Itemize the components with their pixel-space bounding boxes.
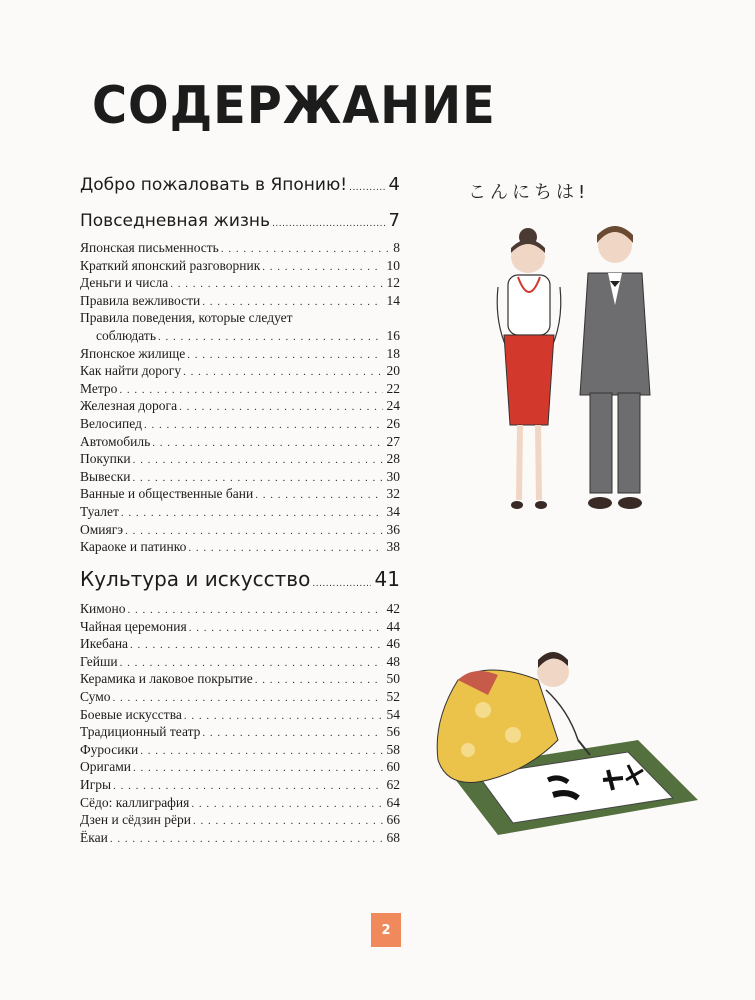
toc-item-label: Гейши (80, 653, 118, 669)
toc-item-label: Ёкаи (80, 829, 108, 845)
section-heading-label: Культура и искусство (80, 567, 311, 591)
toc-item-page: 60 (386, 759, 400, 775)
toc-item[interactable] (80, 723, 400, 741)
toc-item-label: Сёдо: каллиграфия (80, 794, 190, 810)
toc-item-label: Чайная церемония (80, 618, 187, 634)
toc-section-daily-life (80, 210, 400, 556)
page-title: СОДЕРЖАНИЕ (92, 76, 496, 136)
toc-item-page: 16 (386, 327, 400, 343)
toc-item-page: 8 (393, 240, 400, 255)
toc-item-label: Железная дорога (80, 398, 178, 414)
toc-item[interactable] (80, 239, 400, 257)
toc-item-page: 28 (386, 451, 400, 467)
section-heading-page: 7 (388, 210, 400, 231)
toc-section-culture (80, 566, 400, 846)
dot-leader (144, 417, 383, 435)
toc-welcome-page: 4 (388, 174, 400, 195)
toc-item-list (80, 239, 400, 556)
toc-item-page: 52 (386, 688, 400, 704)
dot-leader (152, 435, 382, 453)
toc-item-label: Автомобиль (80, 433, 151, 449)
toc-item-page: 64 (386, 794, 400, 810)
toc-item[interactable] (80, 468, 400, 486)
toc-welcome-label: Добро пожаловать в Японию! (80, 175, 348, 195)
toc-item[interactable] (80, 811, 400, 829)
toc-item-page: 66 (386, 812, 400, 828)
dot-leader (349, 177, 384, 199)
woman-figure (497, 228, 561, 509)
toc-item[interactable] (80, 345, 400, 363)
toc-item-page: 32 (386, 486, 400, 502)
toc-item[interactable] (80, 600, 400, 618)
toc-item-page: 22 (386, 380, 400, 396)
toc-item-label: Японская письменность (80, 240, 219, 255)
page-number-badge: 2 (371, 913, 401, 947)
toc-item-page: 54 (386, 706, 400, 722)
dot-leader (191, 796, 382, 814)
toc-item-page: 46 (386, 636, 400, 652)
bowing-couple-illustration (470, 215, 670, 525)
toc-item-label: Омиягэ (80, 521, 124, 537)
toc-item[interactable] (80, 653, 400, 671)
toc-item-page: 68 (386, 829, 400, 845)
dot-leader (140, 743, 382, 761)
toc-item[interactable] (80, 538, 400, 556)
toc-item[interactable] (80, 670, 400, 688)
toc-item-label: Деньги и числа (80, 275, 169, 291)
dot-leader (133, 452, 383, 470)
toc-item-page: 27 (386, 433, 400, 449)
toc-item[interactable] (80, 741, 400, 759)
toc-item[interactable] (80, 362, 400, 380)
toc-item-page: 38 (386, 539, 400, 555)
toc-item-page: 50 (386, 671, 400, 687)
toc-item-page: 10 (386, 257, 400, 273)
toc-item-label: Туалет (80, 503, 119, 519)
toc-item-page: 58 (386, 741, 400, 757)
toc-item[interactable] (80, 450, 400, 468)
dot-leader (179, 399, 382, 417)
toc-item-page: 48 (386, 653, 400, 669)
toc-item-label: Оригами (80, 759, 132, 775)
toc-item[interactable] (80, 618, 400, 636)
toc-item[interactable] (80, 706, 400, 724)
toc-item-label: Традиционный театр (80, 724, 201, 740)
dot-leader (189, 620, 383, 638)
toc-item[interactable] (80, 688, 400, 706)
toc-item-page: 42 (386, 601, 400, 616)
dot-leader (130, 637, 382, 655)
toc-item[interactable] (80, 257, 400, 275)
toc-item-page: 14 (386, 292, 400, 308)
toc-item-label: Керамика и лаковое покрытие (80, 671, 253, 687)
toc-item-page: 34 (386, 503, 400, 519)
toc-item-label-line2: соблюдать (96, 327, 156, 343)
toc-item-label: Покупки (80, 451, 131, 467)
dot-leader (255, 672, 383, 690)
dot-leader (272, 213, 384, 235)
dot-leader (110, 831, 383, 849)
toc-item-label: Игры (80, 776, 112, 792)
toc-section-heading[interactable] (80, 210, 400, 235)
toc-item-label: Вывески (80, 468, 131, 484)
dot-leader (193, 813, 383, 831)
toc-item-label: Фуросики (80, 741, 139, 757)
toc-item-label-line1[interactable]: Правила поведения, которые следует (80, 310, 293, 326)
section-heading-label: Повседневная жизнь (80, 211, 271, 231)
toc-item[interactable] (80, 380, 400, 398)
toc-item[interactable] (80, 433, 400, 451)
dot-leader (133, 760, 382, 778)
toc-item-label: Сумо (80, 688, 111, 704)
toc-item-page: 20 (386, 363, 400, 379)
dot-leader (170, 276, 382, 294)
dot-leader (312, 571, 370, 597)
toc-item-label: Икебана (80, 636, 129, 652)
toc-item-page: 12 (386, 275, 400, 291)
toc-item[interactable] (80, 415, 400, 433)
toc-item-page: 18 (386, 345, 400, 361)
toc-item-label: Правила вежливости (80, 292, 201, 308)
toc-item[interactable] (80, 776, 400, 794)
toc-item[interactable] (80, 521, 400, 539)
dot-leader (262, 259, 382, 277)
toc-item-label: Краткий японский разговорник (80, 257, 261, 273)
toc-item[interactable] (80, 758, 400, 776)
dot-leader (183, 364, 382, 382)
dot-leader (121, 505, 383, 523)
toc-item[interactable] (80, 829, 400, 847)
toc-item-label: Кимоно (80, 601, 126, 616)
toc-item-page: 24 (386, 398, 400, 414)
toc-item[interactable] (80, 292, 400, 310)
dot-leader (158, 329, 383, 347)
toc-item[interactable] (80, 503, 400, 521)
toc-item-page: 36 (386, 521, 400, 537)
toc-item-label: Дзен и сёдзин рёри (80, 812, 191, 828)
toc-item-label: Японское жилище (80, 345, 186, 361)
dot-leader (202, 725, 382, 743)
toc-item[interactable] (80, 397, 400, 415)
toc-item-page: 56 (386, 724, 400, 740)
toc-item-list (80, 600, 400, 846)
toc-item-label: Велосипед (80, 415, 142, 431)
toc-item-label: Караоке и патинко (80, 539, 187, 555)
toc-item[interactable] (80, 635, 400, 653)
dot-leader (187, 347, 382, 365)
toc-item-page: 26 (386, 415, 400, 431)
toc-item-label: Как найти дорогу (80, 363, 182, 379)
toc-item-label: Метро (80, 380, 118, 396)
dot-leader (184, 708, 383, 726)
toc-item[interactable] (80, 485, 400, 503)
toc-section-heading[interactable] (80, 566, 400, 597)
toc-item[interactable] (80, 794, 400, 812)
toc-item[interactable] (80, 274, 400, 292)
toc-item-page: 30 (386, 468, 400, 484)
dot-leader (255, 487, 382, 505)
calligraphy-illustration (428, 640, 708, 840)
section-heading-page: 41 (374, 567, 400, 591)
toc-welcome (80, 174, 400, 199)
toc-item-label: Ванные и общественные бани (80, 486, 254, 502)
toc-item-page: 44 (386, 618, 400, 634)
dot-leader (188, 540, 382, 558)
toc-item-page: 62 (386, 776, 400, 792)
toc-welcome-entry[interactable] (80, 174, 400, 199)
toc-item-label: Боевые искусства (80, 706, 182, 722)
greeting-text: こんにちは! (468, 182, 590, 203)
toc-item[interactable] (80, 327, 400, 345)
man-figure (580, 226, 650, 509)
